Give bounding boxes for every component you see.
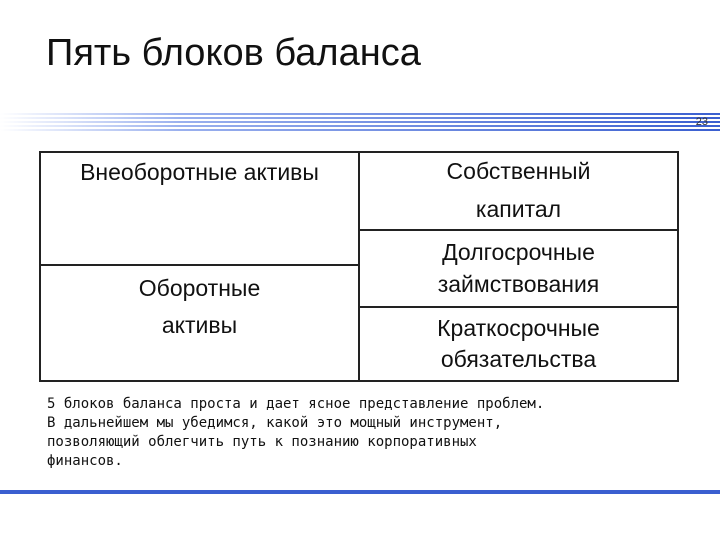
long-term-debt-cell: [360, 231, 677, 306]
explanatory-note: 5 блоков баланса проста и дает ясное представление проблем. В дальнейшем мы убедимся, какой это мощный инструмент, позволяющий облегчить путь к познанию корпоративных финансов.: [47, 396, 545, 469]
short-term-liabilities-cell: [360, 308, 677, 380]
non-current-assets-cell: [41, 153, 358, 193]
current-assets-cell: [41, 266, 358, 348]
equity-label: Собственный капитал: [446, 158, 591, 222]
non-current-assets-label: Внеоборотные активы: [80, 159, 319, 186]
slide-title: Пять блоков баланса: [46, 32, 421, 74]
footer-bar: [0, 490, 720, 494]
current-assets-label: Оборотные активы: [138, 275, 261, 338]
slide-number: 23: [695, 116, 708, 128]
balance-table: [39, 151, 679, 382]
short-term-liabilities-label: Краткосрочные обязательства: [437, 314, 600, 372]
header-gradient-bar: [0, 108, 720, 134]
equity-cell: [360, 153, 677, 229]
long-term-debt-label: Долгосрочные займствования: [437, 239, 600, 297]
